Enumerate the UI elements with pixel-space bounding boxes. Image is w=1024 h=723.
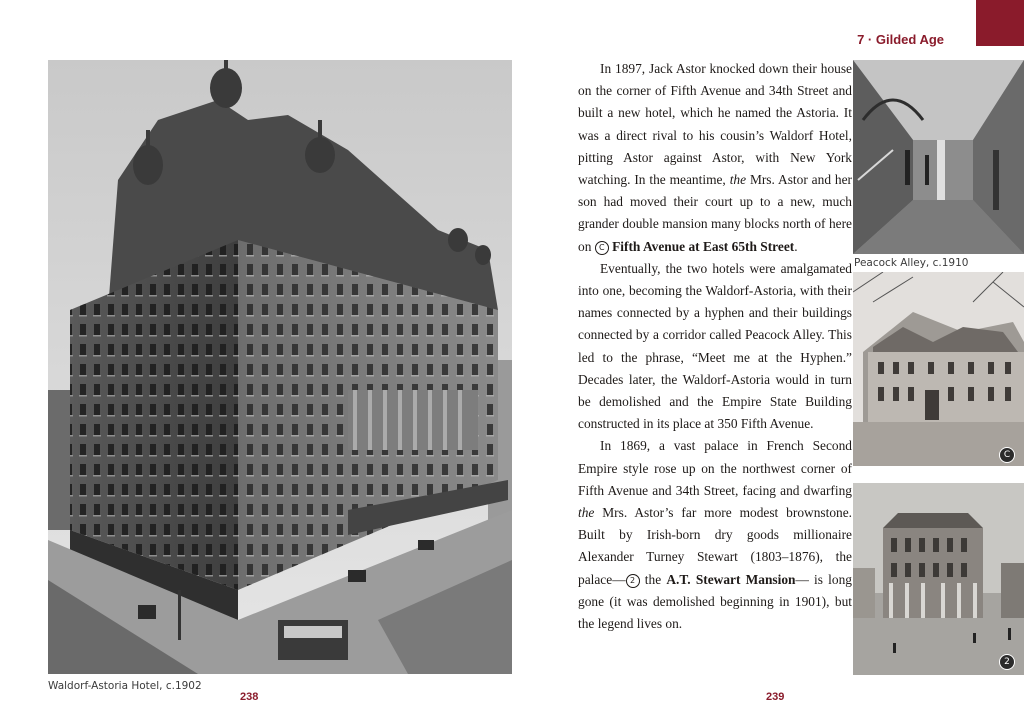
body-paragraph	[578, 435, 852, 635]
text-run: In 1869, a vast palace in French Second Empire style rose up on the northwest corner of Fifth Avenue and 34th Street, facing and dwarfing	[578, 438, 852, 498]
peacock-alley-photo	[853, 60, 1024, 254]
italic-text: the	[729, 172, 747, 188]
bold-text: Fifth Avenue at East 65th Street	[608, 238, 795, 254]
marker-badge-2: 2	[999, 654, 1015, 670]
marker-badge-c: C	[999, 447, 1015, 463]
left-photo-caption: Waldorf-Astoria Hotel, c.1902	[48, 680, 202, 692]
text-run: the	[639, 571, 667, 587]
waldorf-astoria-photo	[48, 60, 512, 674]
body-paragraph	[578, 258, 852, 436]
left-page-number: 238	[240, 691, 259, 703]
italic-text: the	[578, 505, 595, 521]
peacock-alley-caption: Peacock Alley, c.1910	[854, 257, 969, 269]
text-run: .	[794, 238, 798, 254]
right-page-number: 239	[766, 691, 785, 703]
right-page	[512, 0, 1024, 723]
stewart-mansion-photo	[853, 483, 1024, 675]
text-run: Eventually, the two hotels were amalgamated into one, becoming the Waldorf-Astoria, with their names connected by a hyphen and their buildings connected by a corridor called Peacock Alley. This led to the phrase, “Meet me at the Hyphen.” Decades later, the Waldorf-Astoria would in turn be demolished and the Empire State Building constructed in its place at 350 Fifth Avenue.	[578, 260, 852, 432]
bold-text: A.T. Stewart Mansion	[666, 571, 796, 587]
chapter-title: 7 · Gilded Age	[857, 32, 944, 47]
text-run: — is long gone (it was demolished beginning in 1901), but the legend lives on.	[578, 571, 852, 632]
body-paragraph	[578, 58, 852, 258]
text-run: Mrs. Astor and her son had moved their court up to a new, much grander double mansion many blocks north of here on	[578, 172, 853, 254]
map-marker-icon: 2	[626, 574, 640, 588]
fifth-avenue-mansion-photo	[853, 272, 1024, 466]
text-run: In 1897, Jack Astor knocked down their house on the corner of Fifth Avenue and 34th Street and built a new hotel, which he named the Astoria. It was a direct rival to his cousin’s Waldorf Hotel, pitting Astor against Astor, with New York watching. In the meantime,	[578, 61, 852, 188]
map-marker-icon: C	[595, 241, 609, 255]
body-text	[578, 58, 852, 635]
text-run: Mrs. Astor’s far more modest brownstone. Built by Irish-born dry goods millionaire Alexander Turney Stewart (1803–1876), the palace—	[578, 505, 852, 587]
chapter-tab	[976, 0, 1024, 46]
